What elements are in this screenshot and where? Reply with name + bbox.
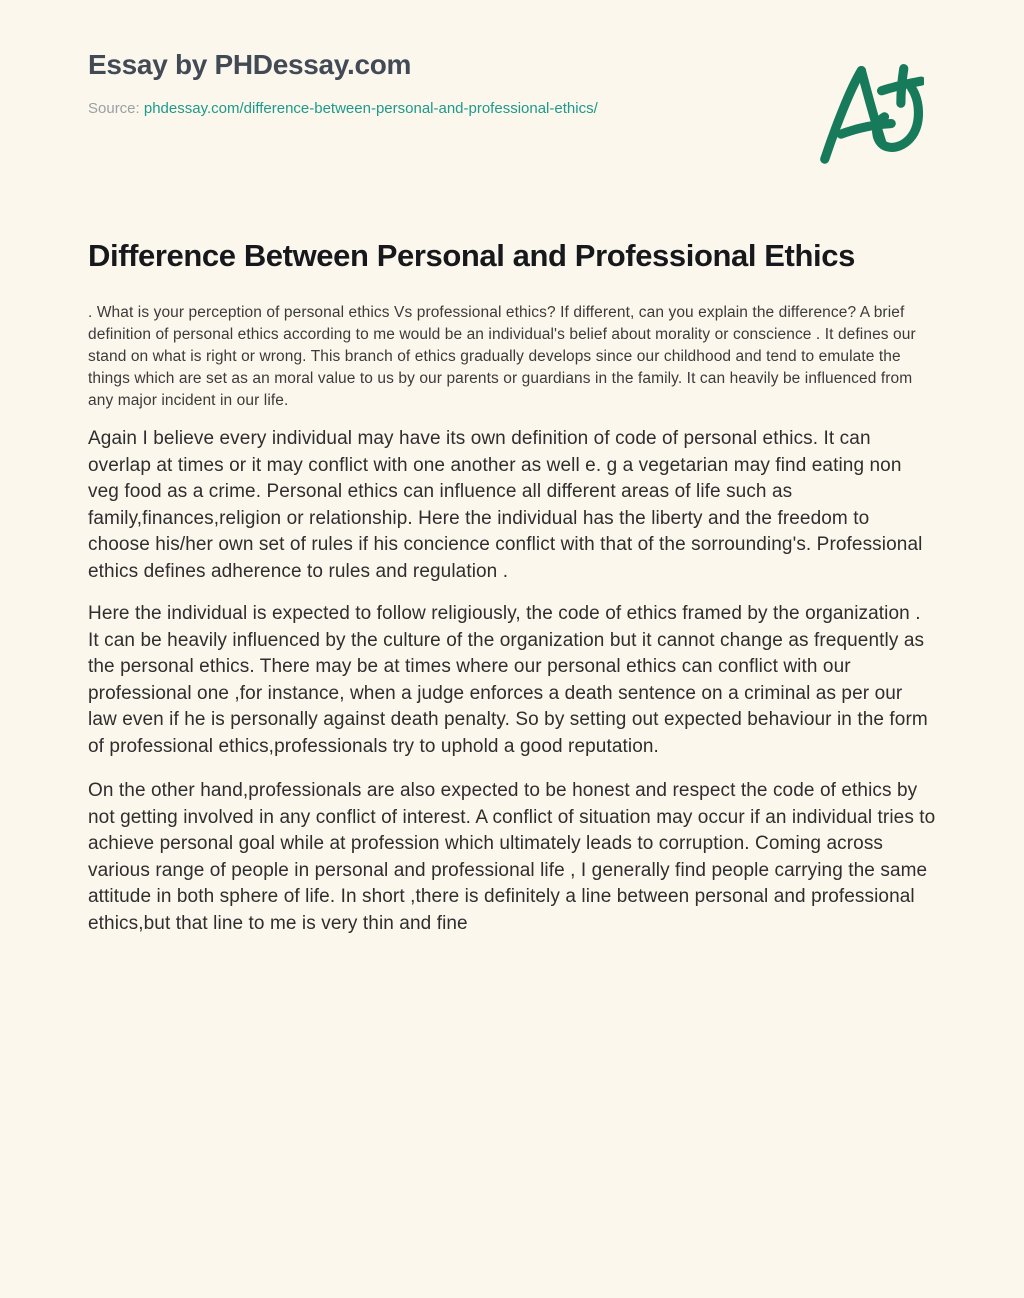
header-text-block: [88, 48, 598, 119]
page-header: [88, 48, 936, 164]
essay-paragraph-4: On the other hand,professionals are also expected to be honest and respect the code of ethics by not getting involved in any conflict of interest. A conflict of situation may occur if an individual tries to achieve personal goal while at profession which ultimately leads to corruption. Coming across various range of people in personal and professional life , I generally find people carrying the same attitude in both sphere of life. In short ,there is definitely a line between personal and professional ethics,but that line to me is very thin and fine: [88, 780, 936, 934]
essay-paragraph-2: Again I believe every individual may have its own definition of code of personal ethics. It can overlap at times or it may conflict with one another as well e. g a vegetarian may find eating non veg food as a crime. Personal ethics can influence all different areas of life such as family,finances,religion or relationship. Here the individual has the liberty and the freedom to choose his/her own set of rules if his concience conflict with that of the sorrounding's. Professional ethics defines adherence to rules and regulation .: [88, 428, 923, 582]
a-plus-logo-icon: [818, 58, 924, 164]
essay-paragraph-3: Here the individual is expected to follow religiously, the code of ethics framed by the organization . It can be heavily influenced by the culture of the organization but it cannot change as frequently as the personal ethics. There may be at times where our personal ethics can conflict with our professional one ,for instance, when a judge enforces a death sentence on a criminal as per our law even if he is personally against death penalty. So by setting out expected behaviour in the form of professional ethics,professionals try to uphold a good reputation.: [88, 603, 928, 757]
source-link[interactable]: phdessay.com/difference-between-personal-and-professional-ethics/: [143, 99, 598, 117]
article-title: Difference Between Personal and Professional Ethics: [88, 238, 855, 273]
site-title: Essay by PHDessay.com: [88, 49, 412, 80]
essay-paragraph-intro: . What is your perception of personal ethics Vs professional ethics? If different, can you explain the difference? A brief definition of personal ethics according to me would be an individual's belief about morality or conscience . It defines our stand on what is right or wrong. This branch of ethics gradually develops since our childhood and tend to emulate the things which are set as an moral value to us by our parents or guardians in the family. It can heavily be influenced from any major incident in our life.: [88, 304, 916, 409]
source-line: [88, 99, 598, 119]
source-label: Source:: [88, 99, 140, 117]
